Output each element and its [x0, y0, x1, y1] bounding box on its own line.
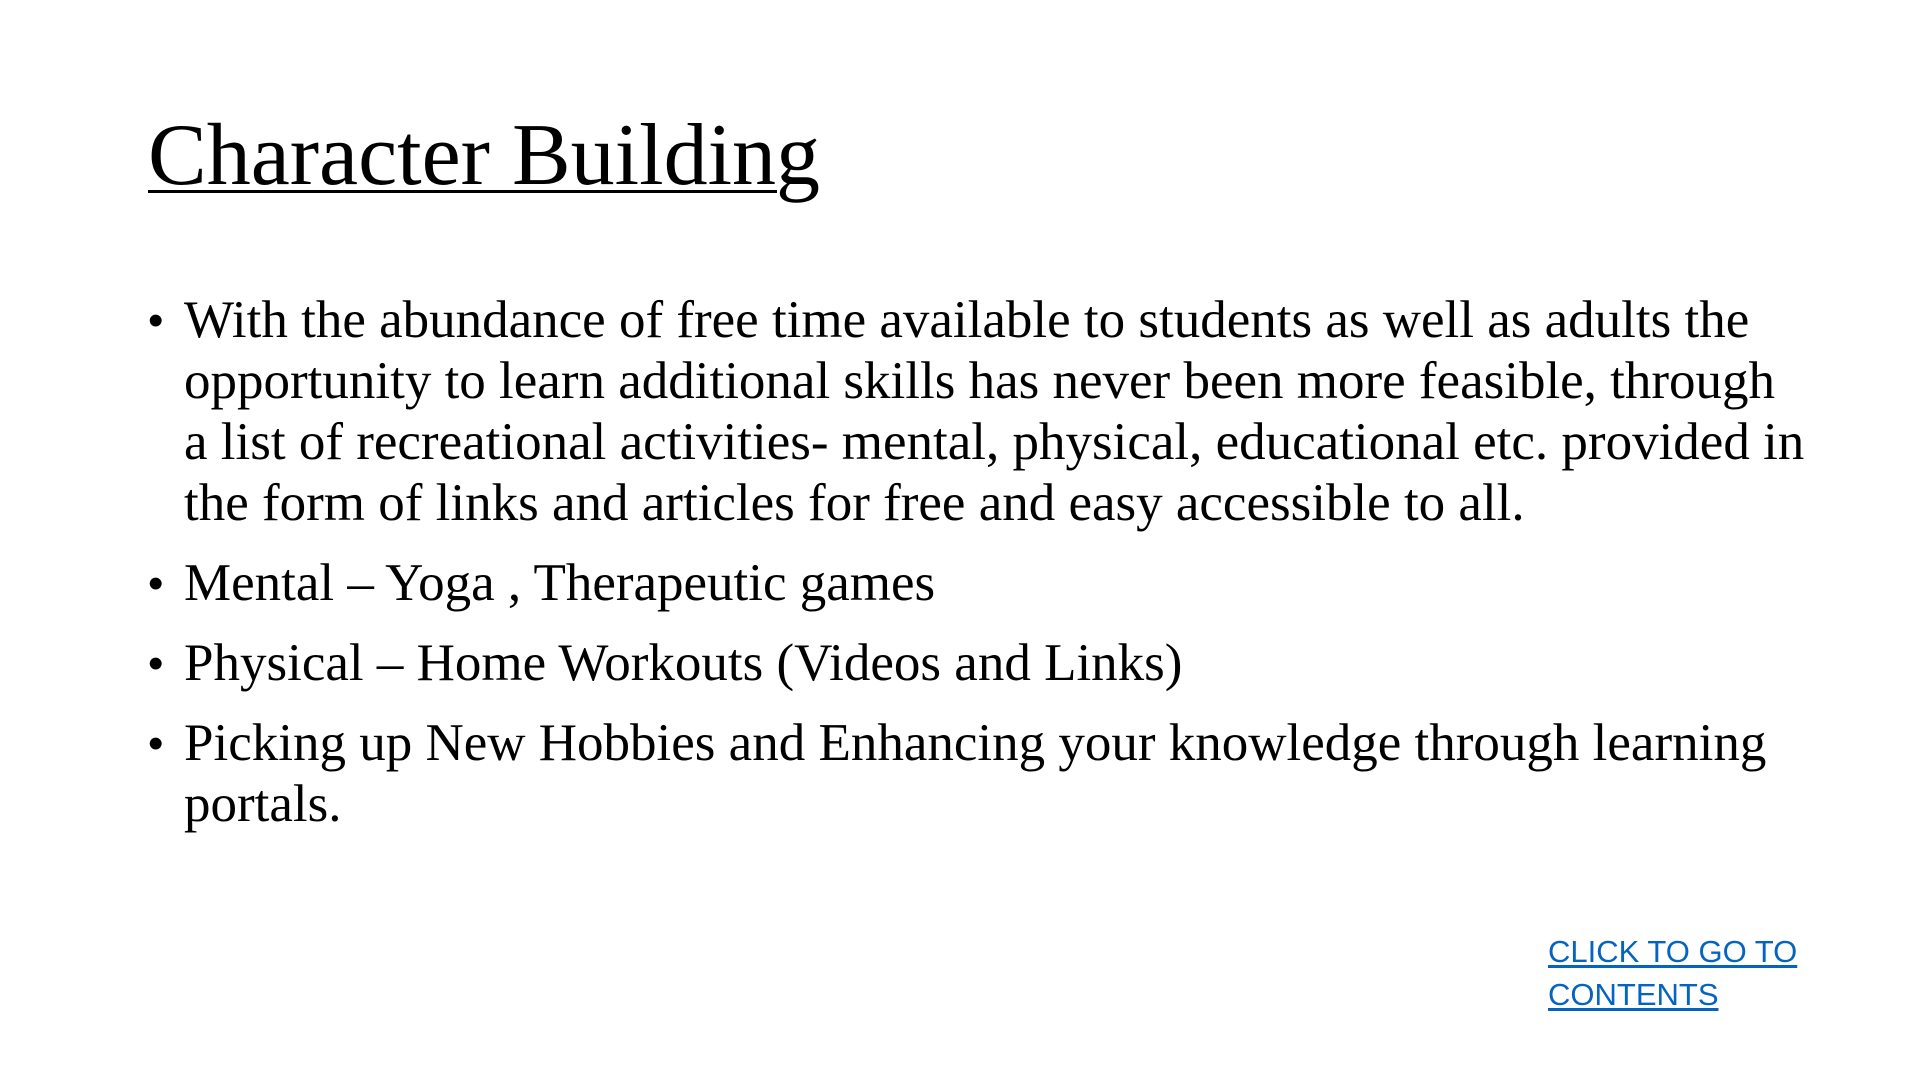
bullet-icon: • — [148, 296, 164, 345]
bullet-list — [148, 290, 1808, 854]
bullet-item — [148, 633, 1808, 694]
bullet-text: With the abundance of free time available to students as well as adults the opportunity to learn additional skills has never been more feasible, through a list of recreational activities- mental, physical, educational etc. provided in the form of links and articles for free and easy accessible to all. — [184, 291, 1805, 532]
bullet-item — [148, 290, 1808, 534]
bullet-item — [148, 713, 1808, 835]
bullet-text: Picking up New Hobbies and Enhancing your knowledge through learning portals. — [184, 714, 1767, 833]
slide-title: Character Building — [148, 107, 821, 204]
bullet-text: Mental – Yoga , Therapeutic games — [184, 554, 936, 612]
bullet-item — [148, 553, 1808, 614]
bullet-icon: • — [148, 559, 164, 608]
bullet-text: Physical – Home Workouts (Videos and Links) — [184, 634, 1183, 692]
bullet-icon: • — [148, 719, 164, 768]
go-to-contents-link[interactable]: CLICK TO GO TO CONTENTS — [1548, 934, 1798, 1012]
bullet-icon: • — [148, 639, 164, 688]
